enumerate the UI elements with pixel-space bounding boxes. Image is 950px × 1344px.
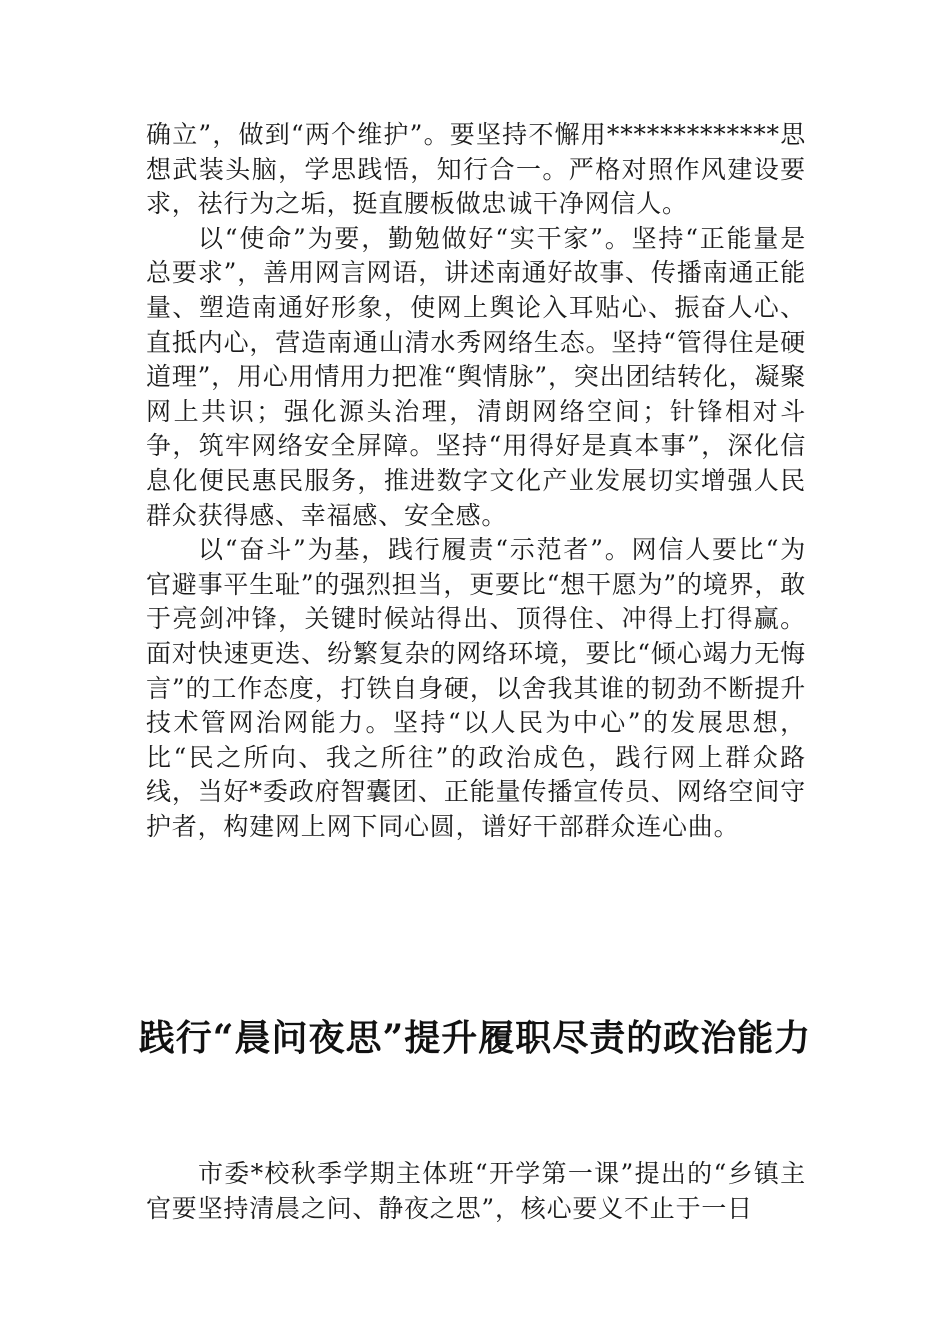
article-title: 践行“晨问夜思”提升履职尽责的政治能力	[138, 1017, 812, 1059]
paragraph-loyalty-continued: 确立”，做到“两个维护”。要坚持不懈用*************思想武装头脑，学思践悟，知行合一。严格对照作风建设要求，祛行为之垢，挺直腰板做忠诚干净网信人。	[146, 120, 806, 219]
paragraph-mission: 以“使命”为要，勤勉做好“实干家”。坚持“正能量是总要求”，善用网言网语，讲述南通好故事、传播南通正能量、塑造南通好形象，使网上舆论入耳贴心、振奋人心、直抵内心，营造南通山清水秀网络生态。坚持“管得住是硬道理”，用心用情用力把准“舆情脉”，突出团结转化，凝聚网上共识；强化源头治理，清朗网络空间；针锋相对斗争，筑牢网络安全屏障。坚持“用得好是真本事”，深化信息化便民惠民服务，推进数字文化产业发展切实增强人民群众获得感、幸福感、安全感。	[146, 223, 806, 530]
article-body-continued	[146, 118, 806, 844]
paragraph-struggle: 以“奋斗”为基，践行履责“示范者”。网信人要比“为官避事平生耻”的强烈担当，更要比“想干愿为”的境界，敢于亮剑冲锋，关键时候站得出、顶得住、冲得上打得赢。面对快速更迭、纷繁复杂的网络环境，要比“倾心竭力无悔言”的工作态度，打铁自身硬，以舍我其谁的韧劲不断提升技术管网治网能力。坚持“以人民为中心”的发展思想，比“民之所向、我之所往”的政治成色，践行网上群众路线，当好*委政府智囊团、正能量传播宣传员、网络空间守护者，构建网上网下同心圆，谱好干部群众连心曲。	[146, 535, 806, 841]
paragraph-intro: 市委*校秋季学期主体班“开学第一课”提出的“乡镇主官要坚持清晨之问、静夜之思”，核心要义不止于一日	[146, 1159, 806, 1223]
article-body	[146, 1157, 806, 1226]
